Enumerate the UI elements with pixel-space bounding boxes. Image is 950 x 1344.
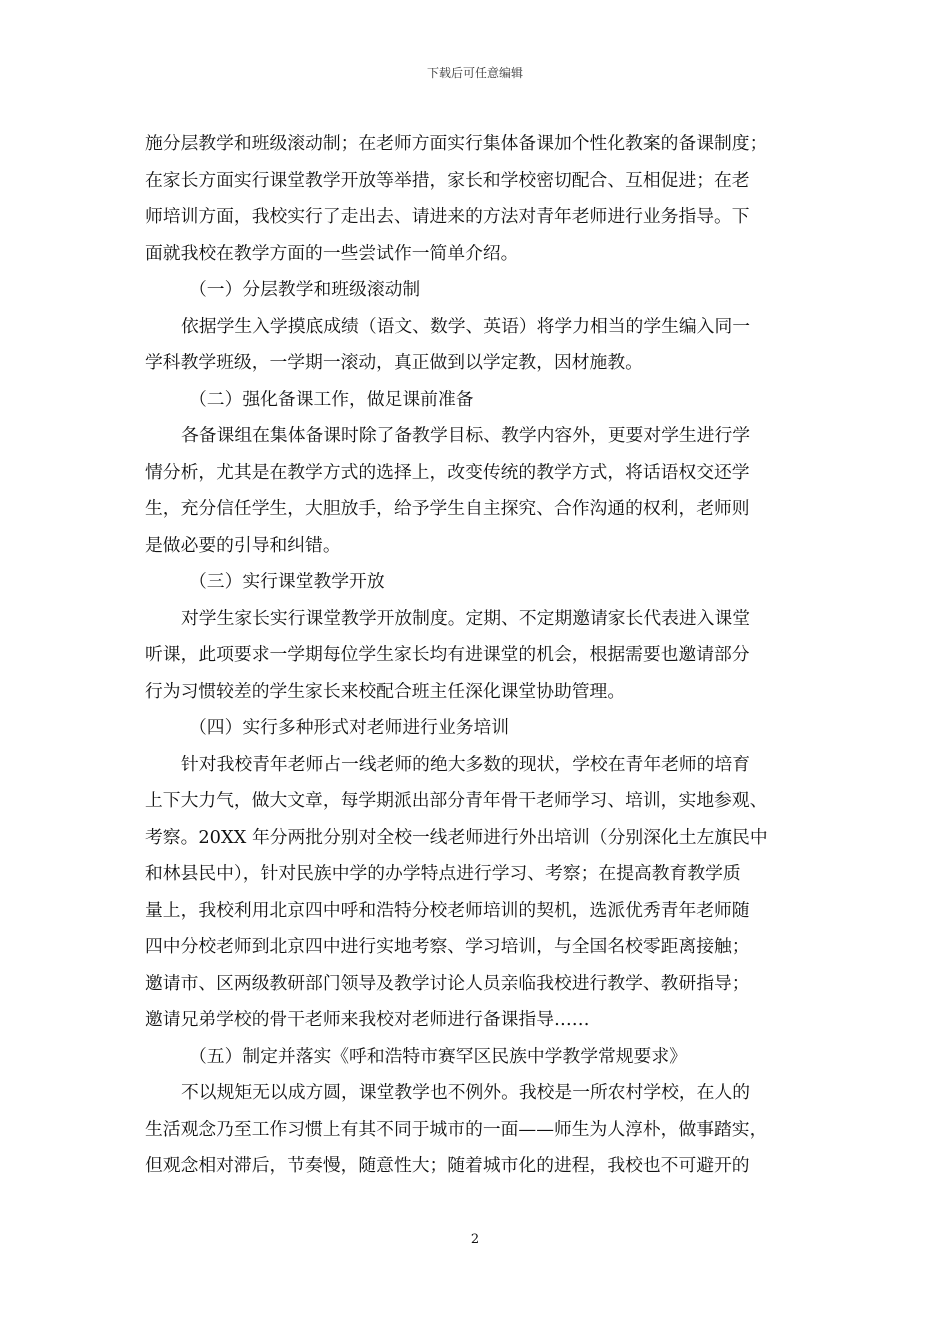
page-header: 下载后可任意编辑 — [426, 66, 523, 80]
text-line: 不以规矩无以成方圆，课堂教学也不例外。我校是一所农村学校，在人的 — [181, 1082, 751, 1103]
text-line: 生活观念乃至工作习惯上有其不同于城市的一面——师生为人淳朴，做事踏实， — [145, 1118, 768, 1140]
page-number: 2 — [470, 1232, 480, 1247]
text-line: 四中分校老师到北京四中进行实地考察、学习培训，与全国名校零距离接触； — [145, 936, 750, 957]
text-line: 师培训方面，我校实行了走出去、请进来的方法对青年老师进行业务指导。下 — [145, 206, 750, 227]
text-line: 行为习惯较差的学生家长来校配合班主任深化课堂协助管理。 — [145, 680, 626, 702]
section-heading: （三）实行课堂教学开放 — [189, 571, 385, 592]
text-line: 但观念相对滞后，节奏慢，随意性大；随着城市化的进程，我校也不可避开的 — [145, 1155, 750, 1176]
text-line: 对学生家长实行课堂教学开放制度。定期、不定期邀请家长代表进入课堂 — [181, 607, 751, 629]
text-line: 和林县民中），针对民族中学的办学特点进行学习、考察；在提高教育教学质 — [145, 863, 741, 884]
text-line: 量上，我校利用北京四中呼和浩特分校老师培训的契机，选派优秀青年老师随 — [145, 899, 750, 921]
text-line: 生，充分信任学生，大胆放手，给予学生自主探究、合作沟通的权利，老师则 — [145, 498, 750, 519]
paragraph — [145, 747, 817, 1039]
section-heading: （二）强化备课工作，做足课前准备 — [189, 388, 474, 410]
text-line: 上下大力气，做大文章，每学期派出部分青年骨干老师学习、培训，实地参观、 — [145, 790, 768, 811]
paragraph — [145, 601, 817, 711]
text-line: 针对我校青年老师占一线老师的绝大多数的现状，学校在青年老师的培育 — [181, 753, 751, 775]
section-heading: （一）分层教学和班级滚动制 — [189, 279, 421, 300]
text-line: 考察。20XX 年分两批分别对全校一线老师进行外出培训（分别深化土左旗民中 — [145, 826, 768, 848]
paragraph — [145, 1075, 817, 1185]
text-line: 各备课组在集体备课时除了备教学目标、教学内容外，更要对学生进行学 — [181, 425, 751, 446]
paragraph — [145, 309, 817, 382]
section-heading: （四）实行多种形式对老师进行业务培训 — [189, 717, 510, 738]
text-line: 施分层教学和班级滚动制；在老师方面实行集体备课加个性化教案的备课制度； — [145, 133, 768, 154]
text-line: 学科教学班级，一学期一滚动，真正做到以学定教，因材施教。 — [145, 352, 643, 373]
text-line: 面就我校在教学方面的一些尝试作一简单介绍。 — [145, 242, 519, 264]
text-line: 邀请兄弟学校的骨干老师来我校对老师进行备课指导…… — [145, 1009, 590, 1030]
text-line: 依据学生入学摸底成绩（语文、数学、英语）将学力相当的学生编入同一 — [181, 315, 751, 337]
text-line: 情分析，尤其是在教学方式的选择上，改变传统的教学方式，将话语权交还学 — [145, 461, 750, 483]
text-line: 是做必要的引导和纠错。 — [145, 534, 341, 556]
document-body — [145, 126, 817, 1185]
paragraph — [145, 418, 817, 564]
text-line: 在家长方面实行课堂教学开放等举措，家长和学校密切配合、互相促进；在老 — [145, 169, 750, 191]
text-line: 听课，此项要求一学期每位学生家长均有进课堂的机会，根据需要也邀请部分 — [145, 644, 750, 665]
section-heading: （五）制定并落实《呼和浩特市赛罕区民族中学教学常规要求》 — [189, 1045, 687, 1067]
paragraph — [145, 126, 817, 272]
text-line: 邀请市、区两级教研部门领导及教学讨论人员亲临我校进行教学、教研指导； — [145, 972, 750, 994]
